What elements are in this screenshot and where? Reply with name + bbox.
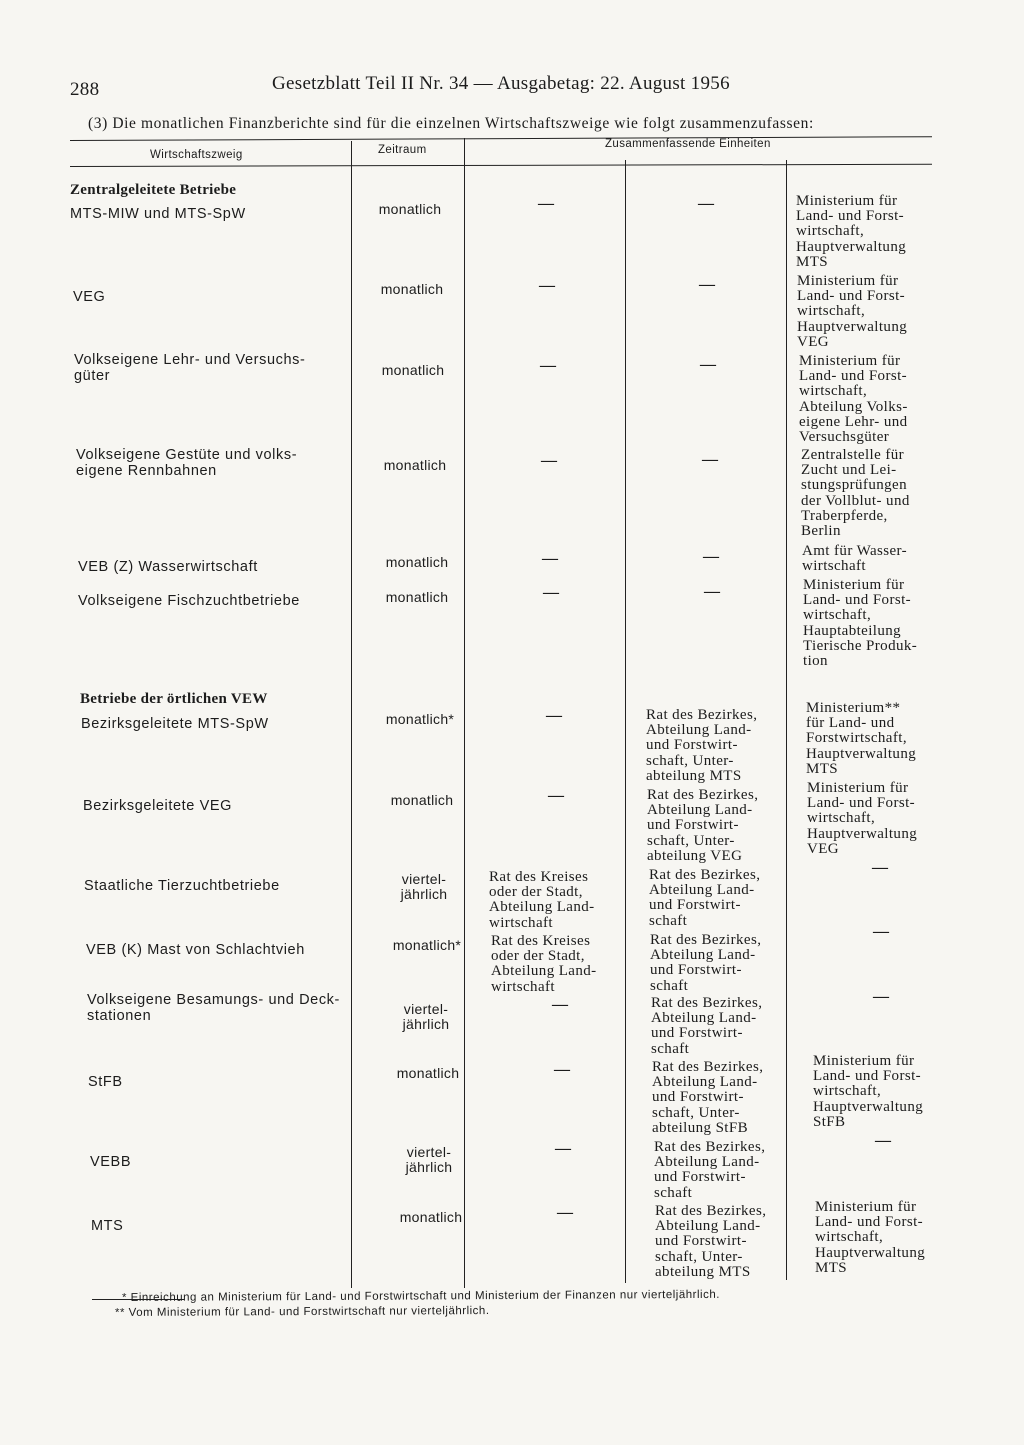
table-row-sector: Bezirksgeleitete VEG [83,798,233,814]
table-row-unit-2: Rat des Bezirkes, Abteilung Land- und Forstwirt- schaft [650,932,762,994]
table-row-unit-3: Ministerium für Land- und Forst- wirtschaft, Hauptabteilung Tierische Produk- tion [803,577,918,670]
table-row-unit-3: Ministerium für Land- und Forst- wirtschaft, Hauptverwaltung VEG [797,273,908,350]
table-row-unit-1: — [555,1140,572,1157]
table-row-unit-1: — [539,277,556,294]
column-header-sector: Wirtschaftszweig [150,149,243,161]
table-row-period: monatlich [383,457,447,473]
table-row-unit-2: Rat des Bezirkes, Abteilung Land- und Forstwirt- schaft [651,995,763,1057]
table-row-period: viertel- jährlich [402,1001,450,1032]
table-row-sector: MTS [91,1218,124,1234]
table-row-period: monatlich [378,201,442,217]
table-row-unit-1: — [541,452,558,469]
table-row-unit-3: Amt für Wasser- wirtschaft [802,543,908,575]
table-row-period: monatlich [385,554,449,570]
section-heading: Betriebe der örtlichen VEW [80,691,268,707]
table-row-period: monatlich [399,1209,463,1225]
table-row-unit-2: — [703,548,720,565]
table-row-unit-3: Ministerium für Land- und Forst- wirtschaft, Hauptverwaltung VEG [807,780,918,857]
table-row-unit-2: Rat des Bezirkes, Abteilung Land- und Forstwirt- schaft, Unter- abteilung StFB [652,1059,764,1136]
table-row-period: viertel- jährlich [405,1144,453,1175]
table-row-unit-3: — [875,1132,892,1149]
table-row-sector: VEBB [90,1154,132,1170]
column-header-units: Zusammenfassende Einheiten [605,138,771,150]
table-row-unit-3: — [872,859,889,876]
table-row-unit-1: Rat des Kreises oder der Stadt, Abteilung Land- wirtschaft [491,933,597,995]
table-row-unit-1: — [546,707,563,724]
table-row-sector: Volkseigene Fischzuchtbetriebe [78,593,300,609]
table-row-period: viertel- jährlich [400,871,448,902]
table-row-unit-3: — [873,988,890,1005]
table-row-unit-1: — [552,996,569,1013]
column-divider-3 [625,160,626,1283]
table-row-unit-2: Rat des Bezirkes, Abteilung Land- und Forstwirt- schaft, Unter- abteilung MTS [646,707,758,784]
table-row-sector: Bezirksgeleitete MTS-SpW [81,716,269,732]
table-row-unit-1: — [554,1061,571,1078]
table-row-unit-1: — [542,550,559,567]
table-row-period: monatlich [390,792,454,808]
table-row-unit-2: — [698,195,715,212]
table-row-unit-2: — [700,356,717,373]
table-row-unit-3: Ministerium für Land- und Forst- wirtschaft, Hauptverwaltung MTS [796,193,907,270]
table-row-unit-3: Ministerium für Land- und Forst- wirtschaft, Hauptverwaltung StFB [813,1053,924,1130]
table-row-unit-1: — [540,357,557,374]
table-row-sector: Volkseigene Lehr- und Versuchs- güter [74,352,306,384]
table-row-period: monatlich [380,281,444,297]
table-row-unit-1: — [548,787,565,804]
table-row-sector: Volkseigene Besamungs- und Deck- stationen [87,992,340,1024]
table-row-unit-2: — [704,583,721,600]
table-row-unit-3: Ministerium für Land- und Forst- wirtschaft, Hauptverwaltung MTS [815,1199,926,1276]
table-row-unit-1: — [557,1204,574,1221]
footnote: ** Vom Ministerium für Land- und Forstwirtschaft nur vierteljährlich. [114,1305,490,1319]
table-row-sector: VEG [73,289,106,305]
table-row-unit-2: Rat des Bezirkes, Abteilung Land- und Forstwirt- schaft [654,1139,766,1201]
column-divider-1 [351,141,352,1288]
footnote: * Einreichung an Ministerium für Land- und Forstwirtschaft und Ministerium der Finanzen nur vierteljährlich. [121,1288,720,1304]
table-row-unit-2: — [702,451,719,468]
table-row-unit-2: — [699,276,716,293]
table-row-unit-2: Rat des Bezirkes, Abteilung Land- und Forstwirt- schaft [649,867,761,929]
table-row-unit-3: Ministerium für Land- und Forst- wirtschaft, Abteilung Volks- eigene Lehr- und Versuchsgüter [799,353,908,446]
page-number: 288 [70,79,100,100]
table-row-sector: Volkseigene Gestüte und volks- eigene Rennbahnen [76,447,298,479]
table-top-rule [70,136,932,141]
table-row-period: monatlich [381,362,445,378]
table-row-unit-1: — [543,584,560,601]
table-row-unit-2: Rat des Bezirkes, Abteilung Land- und Forstwirt- schaft, Unter- abteilung MTS [655,1203,767,1280]
column-header-period: Zeitraum [378,144,427,156]
table-row-sector: StFB [88,1074,123,1090]
table-row-sector: VEB (Z) Wasserwirtschaft [78,559,258,575]
table-row-unit-3: Zentralstelle für Zucht und Lei- stungsprüfungen der Vollblut- und Traberpferde, Berlin [801,447,910,540]
section-heading: Zentralgeleitete Betriebe [70,182,237,198]
page-title: Gesetzblatt Teil II Nr. 34 — Ausgabetag: 22. August 1956 [272,73,730,94]
column-divider-4 [786,160,787,1280]
table-row-period: monatlich* [392,937,462,953]
table-row-unit-3: — [873,923,890,940]
table-row-sector: MTS-MIW und MTS-SpW [70,206,246,222]
table-header-rule [70,164,932,167]
intro-paragraph: (3) Die monatlichen Finanzberichte sind für die einzelnen Wirtschaftszweige wie folgt zusammenzufassen: [88,115,814,132]
table-row-unit-3: Ministerium** für Land- und Forstwirtschaft, Hauptverwaltung MTS [806,700,917,777]
table-row-sector: Staatliche Tierzuchtbetriebe [84,878,280,894]
table-row-period: monatlich [396,1065,460,1081]
table-row-period: monatlich [385,589,449,605]
table-row-unit-1: — [538,195,555,212]
table-row-period: monatlich* [385,711,455,727]
table-row-unit-2: Rat des Bezirkes, Abteilung Land- und Forstwirt- schaft, Unter- abteilung VEG [647,787,759,864]
table-row-sector: VEB (K) Mast von Schlachtvieh [86,942,305,958]
table-row-unit-1: Rat des Kreises oder der Stadt, Abteilung Land- wirtschaft [489,869,595,931]
